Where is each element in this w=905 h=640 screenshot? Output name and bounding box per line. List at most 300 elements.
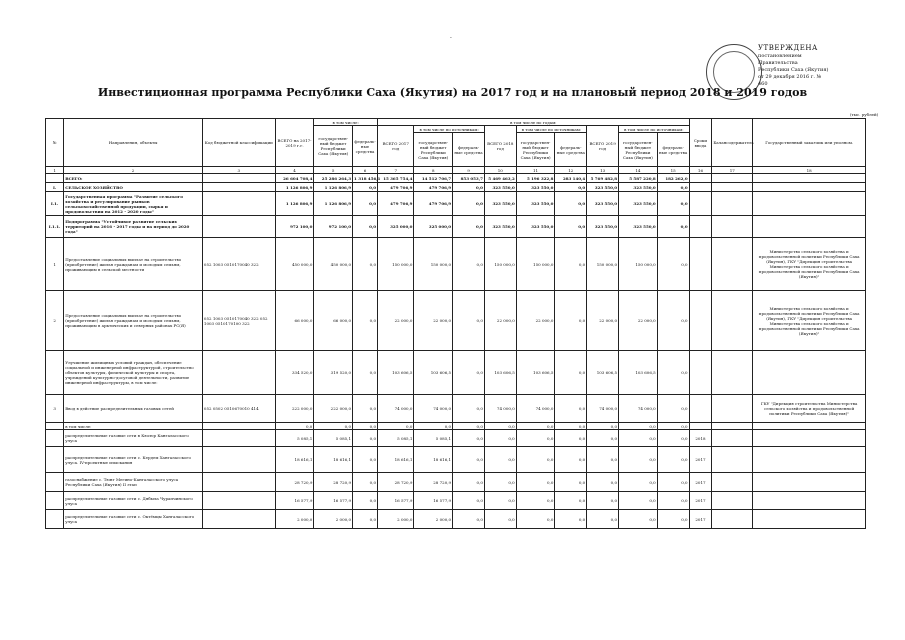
row-value: 150 000,0 [516,238,555,291]
row-customer: Министерство сельского хозяйства и продовольственной политики Республики Саха (Якутия), ГКУ "Дирекция строительства Министерства сельского хозяйства и продовольственной политики Республики Саха (Якутия)" [753,291,866,351]
row-term [689,238,712,291]
row-value: 0,0 [555,430,587,447]
row-value: 0,0 [555,423,587,430]
row-value: 16 577,9 [378,492,414,510]
row-code [202,216,275,238]
row-customer [753,430,866,447]
row-value: 0,0 [414,423,453,430]
row-value: 0,0 [484,473,516,492]
row-value: 0,0 [587,423,619,430]
row-value: 323 550,0 [484,192,516,216]
row-value: 283 140,4 [555,174,587,183]
header-total: ВСЕГО на 2017-2019 г.г. [275,119,314,167]
row-value: 323 550,0 [587,216,619,238]
row-value: 0,0 [555,351,587,395]
row-value: 0,0 [484,423,516,430]
row-value: 0,0 [353,183,378,192]
row-name: газоснабжение с. Тюнг Мегино-Кангаласского улуса Республики Саха (Якутия) II этап [64,473,203,492]
row-number [46,351,64,395]
row-value: 22 000,0 [414,291,453,351]
row-value: 74 000,0 [619,395,658,423]
approval-line: постановлением Правительства [758,53,802,66]
row-name: Предоставление социальных выплат на строительство (приобретение) жилья гражданам и молодым семьям, проживающим в сельской местности [64,238,203,291]
row-value: 0,0 [555,395,587,423]
row-customer [753,423,866,430]
row-value: 323 550,0 [516,183,555,192]
row-number [46,510,64,529]
row-value: 0,0 [555,447,587,473]
row-number [46,492,64,510]
row-value: 0,0 [353,510,378,529]
row-value: 0,0 [353,291,378,351]
row-value: 319 520,0 [314,351,353,395]
row-code [202,183,275,192]
row-value: 74 000,0 [378,395,414,423]
row-value: 150 000,0 [378,238,414,291]
row-value: 2 000,0 [275,510,314,529]
header-federal-2018: федераль-ные средства [555,133,587,167]
table-row [46,291,866,351]
row-value: 5 469 463,2 [484,174,516,183]
row-holder [712,291,753,351]
row-value: 26 604 708,4 [275,174,314,183]
approval-block [712,44,832,88]
row-value: 0,0 [484,510,516,529]
row-value: 0,0 [516,510,555,529]
row-value: 74 000,0 [516,395,555,423]
row-name: в том числе: [64,423,203,430]
row-value: 0,0 [453,430,485,447]
row-value: 1 318 456,1 [354,175,381,181]
table-row [46,473,866,492]
header-state-budget-2019: государствен-ный бюджет Республики Саха (Якутия) [619,133,658,167]
row-value: 150 000,0 [619,238,658,291]
row-name: распределительные газовые сети с. Кердем Хангаласского улуса. IV-проектные изыскания [64,447,203,473]
row-code [202,473,275,492]
row-value: 0,0 [657,216,689,238]
row-name: ВСЕГО: [64,174,203,183]
table-row [46,430,866,447]
column-number-row [46,167,866,174]
header-sources-2018: в том числе по источникам: [516,126,586,133]
row-value: 2 000,0 [378,510,414,529]
row-value: 1 126 806,9 [314,183,353,192]
row-value: 18 616,1 [378,447,414,473]
row-value: 0,0 [484,492,516,510]
row-name: Государственная программа "Развитие сельского хозяйства и регулирование рынков сельскохозяйственной продукции, сырья и продовольствия на 2012 - 2020 годы" [64,192,203,216]
row-number [46,473,64,492]
header-holder: Балансодержатель [712,119,753,167]
row-code [202,192,275,216]
row-value: 0,0 [619,473,658,492]
row-holder [712,174,753,183]
row-customer: ГКУ "Дирекция строительства Министерства сельского хозяйства и продовольственной политики Республики Саха (Якутия)" [753,395,866,423]
row-value: 74 000,0 [484,395,516,423]
row-number [46,423,64,430]
row-value: 66 000,0 [275,291,314,351]
row-value: 0,0 [453,510,485,529]
row-value: 0,0 [587,447,619,473]
row-value: 0,0 [353,473,378,492]
row-term [689,395,712,423]
row-name: СЕЛЬСКОЕ ХОЗЯЙСТВО [64,183,203,192]
row-value: 150 000,0 [587,238,619,291]
row-value: 16 577,9 [414,492,453,510]
row-value: 16 577,9 [314,492,353,510]
header-no: № [46,119,64,167]
row-customer: Министерство сельского хозяйства и продовольственной политики Республики Саха (Якутия), ГКУ "Дирекция строительства Министерства сельского хозяйства и продовольственной политики Республики Саха (Якутия)" [753,238,866,291]
row-term [689,174,712,183]
row-value: 16 577,9 [275,492,314,510]
row-value: 0,0 [516,423,555,430]
approval-line: от 29 декабря 2016 г. № 460 [758,74,822,87]
row-value: 0,0 [657,473,689,492]
row-code [202,430,275,447]
row-value: 0,0 [453,216,485,238]
row-value: 0,0 [555,183,587,192]
row-value: 0,0 [555,510,587,529]
row-value: 323 550,0 [484,216,516,238]
row-holder [712,395,753,423]
row-value: 5 769 482,8 [587,174,619,183]
scan-dot: · [450,35,452,42]
row-value: 0,0 [619,430,658,447]
row-value: 450 000,0 [275,238,314,291]
table-row [46,423,866,430]
row-value: 0,0 [657,510,689,529]
row-holder [712,423,753,430]
row-value: 0,0 [353,238,378,291]
header-code: Код бюджетной классификации [202,119,275,167]
row-number: I.1.1. [46,216,64,238]
row-value: 0,0 [453,238,485,291]
row-value: 334 520,0 [275,351,314,395]
header-federal-2017: федераль-ные средства [453,133,485,167]
row-value: 103 606,5 [587,351,619,395]
row-code: 052 0502 0510670010 414 [202,395,275,423]
row-value: 0,0 [555,238,587,291]
header-state-budget: государствен-ный бюджет Республики Саха (Якутия) [314,126,353,167]
row-value: 0,0 [516,447,555,473]
row-value: 0,0 [619,492,658,510]
row-value: 0,0 [657,291,689,351]
header-term: Сроки ввода [689,119,712,167]
row-value: 0,0 [378,423,414,430]
row-value: 0,0 [555,492,587,510]
row-code [202,447,275,473]
row-holder [712,510,753,529]
table-row [46,183,866,192]
row-value: 5 085,1 [378,430,414,447]
header-total-2017: ВСЕГО 2017 год [378,126,414,167]
column-number: 11 [516,167,555,174]
approval-line: Республики Саха (Якутия) [758,67,829,73]
row-value: 0,0 [484,447,516,473]
header-state-budget-2018: государствен-ный бюджет Республики Саха (Якутия) [516,133,555,167]
column-number: 4 [275,167,314,174]
row-value: 22 000,0 [516,291,555,351]
column-number: 10 [484,167,516,174]
row-value: 0,0 [657,238,689,291]
row-name: Подпрограмма "Устойчивое развитие сельских территорий на 2016 - 2017 годы и на период до 2020 года" [64,216,203,238]
unit-label: (тыс. рублей) [850,112,879,117]
column-number: 13 [587,167,619,174]
row-code: 052 1003 0510170040 322 [202,238,275,291]
row-number: 2 [46,291,64,351]
row-value: 0,0 [657,183,689,192]
row-value: 22 000,0 [587,291,619,351]
row-value: 28 720,9 [414,473,453,492]
row-value: 0,0 [353,351,378,395]
row-number: 3 [46,395,64,423]
row-value: 74 000,0 [587,395,619,423]
row-value: 0,0 [353,192,378,216]
table-row [46,492,866,510]
row-value: 0,0 [587,510,619,529]
row-value: 15 365 754,4 [378,174,414,183]
row-number: I.1. [46,192,64,216]
row-value: 0,0 [657,447,689,473]
row-value: 0,0 [353,430,378,447]
row-value: 323 550,0 [516,216,555,238]
row-value: 450 000,0 [314,238,353,291]
row-value: 182 262,0 [657,174,689,183]
row-value: 25 286 264,3 [314,174,353,183]
row-value: 0,0 [453,492,485,510]
row-value: 0,0 [453,192,485,216]
row-term: 2017 [689,510,712,529]
row-term [689,216,712,238]
row-code [202,174,275,183]
column-number: 14 [619,167,658,174]
row-value: 479 706,9 [414,192,453,216]
row-customer [753,447,866,473]
row-value: 150 000,0 [484,238,516,291]
row-value: 1 126 806,9 [275,192,314,216]
row-value: 0,0 [555,473,587,492]
row-holder [712,351,753,395]
row-value: 5 085,1 [414,430,453,447]
row-value: 22 000,0 [484,291,516,351]
row-value: 103 606,5 [516,351,555,395]
row-value: 5 587 220,8 [619,174,658,183]
row-value: 0,0 [353,492,378,510]
approval-heading: УТВЕРЖДЕНА [758,44,818,52]
column-number: 15 [657,167,689,174]
row-holder [712,473,753,492]
row-value: 0,0 [314,423,353,430]
row-customer [753,174,866,183]
row-value: 0,0 [587,492,619,510]
row-value: 150 000,0 [414,238,453,291]
column-number: 8 [414,167,453,174]
row-value: 0,0 [516,473,555,492]
row-value: 103 606,5 [484,351,516,395]
row-value: 0,0 [516,430,555,447]
header-including: в том числе: [314,119,378,126]
table-row [46,216,866,238]
row-value: 323 550,0 [619,216,658,238]
header-sources-2019: в том числе по источникам: [619,126,690,133]
row-term [689,183,712,192]
row-value: 972 100,0 [314,216,353,238]
table-row [46,510,866,529]
row-value: 0,0 [453,473,485,492]
row-value: 18 616,1 [414,447,453,473]
row-value: 0,0 [353,395,378,423]
row-value: 0,0 [657,351,689,395]
row-term: 2017 [689,473,712,492]
row-name: Улучшение жилищных условий граждан, обеспечение социальной и инженерной инфраструктурой, строительство объектов культуры, физической культуры и спорта, учреждений культурно-досуговой деятельности, развитие инженерной инфраструктуры, в том числе: [64,351,203,395]
row-term: 2018 [689,430,712,447]
row-value: 0,0 [657,395,689,423]
header-by-years: в том числе по годам: [378,119,690,126]
header-customer: Государственный заказчик или уполном. [753,119,866,167]
row-number [46,447,64,473]
investment-table [45,118,866,529]
row-value: 5 085,1 [314,430,353,447]
row-value: 0,0 [453,395,485,423]
table-row [46,192,866,216]
table-row [46,395,866,423]
row-value: 323 550,0 [516,192,555,216]
column-number: 7 [378,167,414,174]
row-value: 479 706,9 [378,192,414,216]
row-number: I. [46,183,64,192]
table-row [46,351,866,395]
column-number: 6 [353,167,378,174]
row-value: 18 616,1 [275,447,314,473]
row-value: 325 000,0 [414,216,453,238]
row-code [202,510,275,529]
row-value: 28 720,9 [378,473,414,492]
row-value: 323 550,0 [587,183,619,192]
document-title: Инвестиционная программа Республики Саха (Якутия) на 2017 год и на плановый период 2018 и 2019 годов [97,86,808,99]
row-customer [753,510,866,529]
row-value: 853 053,7 [453,174,485,183]
row-value: 0,0 [453,447,485,473]
column-number: 2 [64,167,203,174]
row-customer [753,183,866,192]
header-total-2019: ВСЕГО 2019 год [587,126,619,167]
column-number: 1 [46,167,64,174]
row-term [689,192,712,216]
row-holder [712,447,753,473]
row-value: 5 196 322,8 [516,174,555,183]
row-value: 0,0 [353,447,378,473]
row-value: 0,0 [353,216,378,238]
row-value: 0,0 [619,447,658,473]
row-value: 66 000,0 [314,291,353,351]
row-term [689,291,712,351]
row-value: 2 000,0 [314,510,353,529]
column-number: 3 [202,167,275,174]
row-value: 18 616,1 [314,447,353,473]
table-row [46,238,866,291]
row-value: 0,0 [619,510,658,529]
header-total-2018: ВСЕГО 2018 год [484,126,516,167]
row-term [689,423,712,430]
row-value: 0,0 [657,430,689,447]
column-number: 12 [555,167,587,174]
row-value: 0,0 [484,430,516,447]
row-term [689,351,712,395]
column-number: 9 [453,167,485,174]
row-number: 1 [46,238,64,291]
row-value: 0,0 [555,291,587,351]
row-value: 0,0 [453,351,485,395]
row-value: 0,0 [353,423,378,430]
row-value: 14 512 706,7 [414,174,453,183]
row-customer [753,492,866,510]
row-value: 479 706,9 [414,183,453,192]
row-value: 1 126 806,9 [275,183,314,192]
header-directions: Направления, объекты [64,119,203,167]
row-value: 22 000,0 [378,291,414,351]
row-value: 0,0 [555,192,587,216]
row-value: 28 720,9 [275,473,314,492]
row-number [46,430,64,447]
row-value: 479 706,9 [378,183,414,192]
row-value: 325 000,0 [378,216,414,238]
row-value: 323 550,0 [484,183,516,192]
row-value: 74 000,0 [414,395,453,423]
row-code [202,492,275,510]
row-holder [712,216,753,238]
row-value: 222 000,0 [275,395,314,423]
row-value: 0,0 [657,423,689,430]
row-value: 0,0 [453,423,485,430]
row-holder [712,492,753,510]
row-holder [712,183,753,192]
row-value: 103 606,5 [414,351,453,395]
row-value: 103 606,5 [378,351,414,395]
row-value: 323 550,0 [587,192,619,216]
column-number: 5 [314,167,353,174]
row-value: 0,0 [657,192,689,216]
row-holder [712,192,753,216]
row-value: 323 550,0 [619,183,658,192]
row-name: распределительные газовые сети в Кюсюр Кангаласского улуса [64,430,203,447]
row-value: 0,0 [619,423,658,430]
row-customer [753,192,866,216]
row-code [202,423,275,430]
row-value: 5 085,1 [275,430,314,447]
row-name: распределительные газовые сети с. Дябыла Чурапчинского улуса [64,492,203,510]
row-code [202,351,275,395]
row-name: Ввод в действие распределительных газовых сетей [64,395,203,423]
row-value: 0,0 [555,216,587,238]
row-value: 0,0 [275,423,314,430]
row-value: 0,0 [657,492,689,510]
row-name: Предоставление социальных выплат на строительство (приобретение) жилья гражданам и молодым семьям, проживающим в арктических и северных районах РС(Я) [64,291,203,351]
header-sources-2017: в том числе по источникам: [414,126,484,133]
row-value: 0,0 [516,492,555,510]
row-value: 28 720,9 [314,473,353,492]
row-value: 1 126 806,9 [314,192,353,216]
row-holder [712,430,753,447]
row-value: 323 550,0 [619,192,658,216]
row-name: распределительные газовые сети с. Октёмцы Хангаласского улуса [64,510,203,529]
row-holder [712,238,753,291]
header-state-budget-2017: государствен-ный бюджет Республики Саха (Якутия) [414,133,453,167]
column-number: 18 [753,167,866,174]
row-customer [753,351,866,395]
row-value: 0,0 [453,291,485,351]
row-value: 22 000,0 [619,291,658,351]
header-federal-2019: федераль-ные средства [657,133,689,167]
row-value: 222 000,0 [314,395,353,423]
